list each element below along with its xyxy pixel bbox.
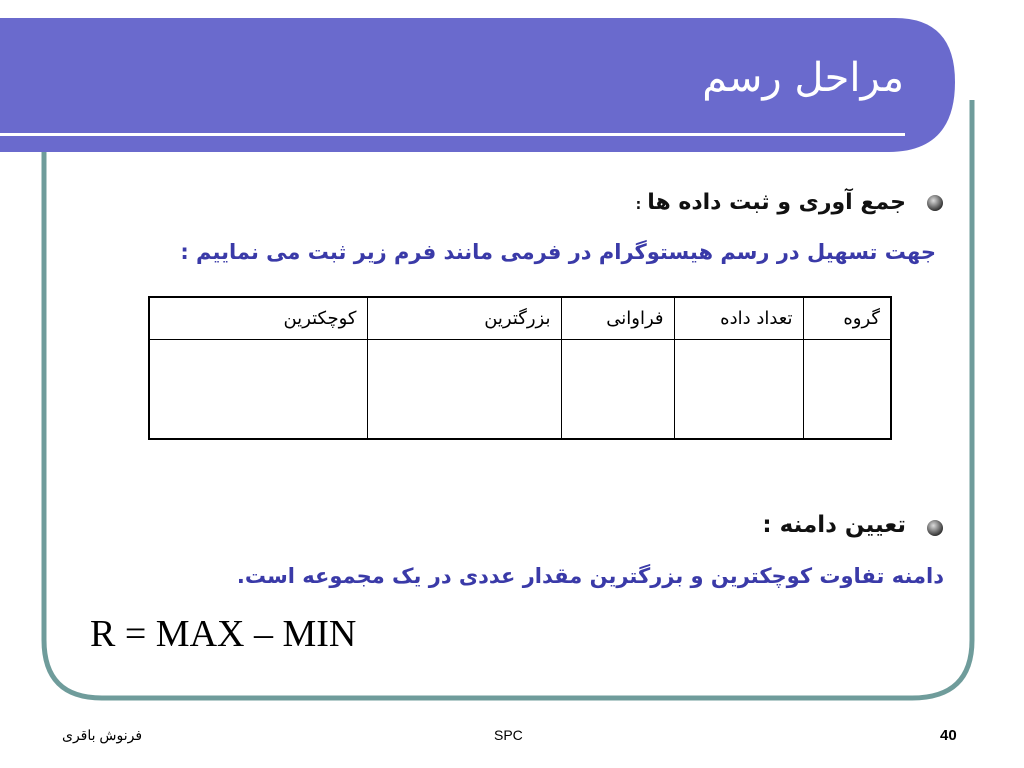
table-header-cell: گروه (803, 297, 891, 339)
section1-heading-text: جمع آوری و ثبت داده ها (647, 190, 906, 215)
footer-author: فرنوش باقری (62, 727, 143, 743)
section1-heading (636, 190, 906, 215)
footer-page-number: 40 (940, 727, 957, 744)
table-header-cell: کوچکترین (149, 297, 367, 339)
range-formula: R = MAX – MIN (90, 613, 357, 655)
section2-description: دامنه تفاوت کوچکترین و بزرگترین مقدار عددی در یک مجموعه است. (236, 564, 944, 588)
data-form-table (148, 296, 892, 440)
footer-center-label: SPC (494, 727, 523, 743)
title-underline (0, 133, 905, 136)
bullet-icon (927, 195, 943, 211)
table-header-row (149, 297, 891, 339)
table-header-cell: تعداد داده (674, 297, 803, 339)
table-row (149, 339, 891, 439)
table-header-cell: فراوانی (561, 297, 674, 339)
section1-heading-colon: : (635, 197, 642, 213)
section1-description: جهت تسهیل در رسم هیستوگرام در فرمی مانند فرم زیر ثبت می نماییم : (180, 240, 936, 264)
table-cell (674, 339, 803, 439)
page-title: مراحل رسم (702, 55, 904, 101)
table-cell (803, 339, 891, 439)
bullet-icon (927, 520, 943, 536)
table-cell (149, 339, 367, 439)
table-cell (367, 339, 561, 439)
table-header-cell: بزرگترین (367, 297, 561, 339)
table-cell (561, 339, 674, 439)
section2-heading: تعیین دامنه : (762, 512, 906, 538)
